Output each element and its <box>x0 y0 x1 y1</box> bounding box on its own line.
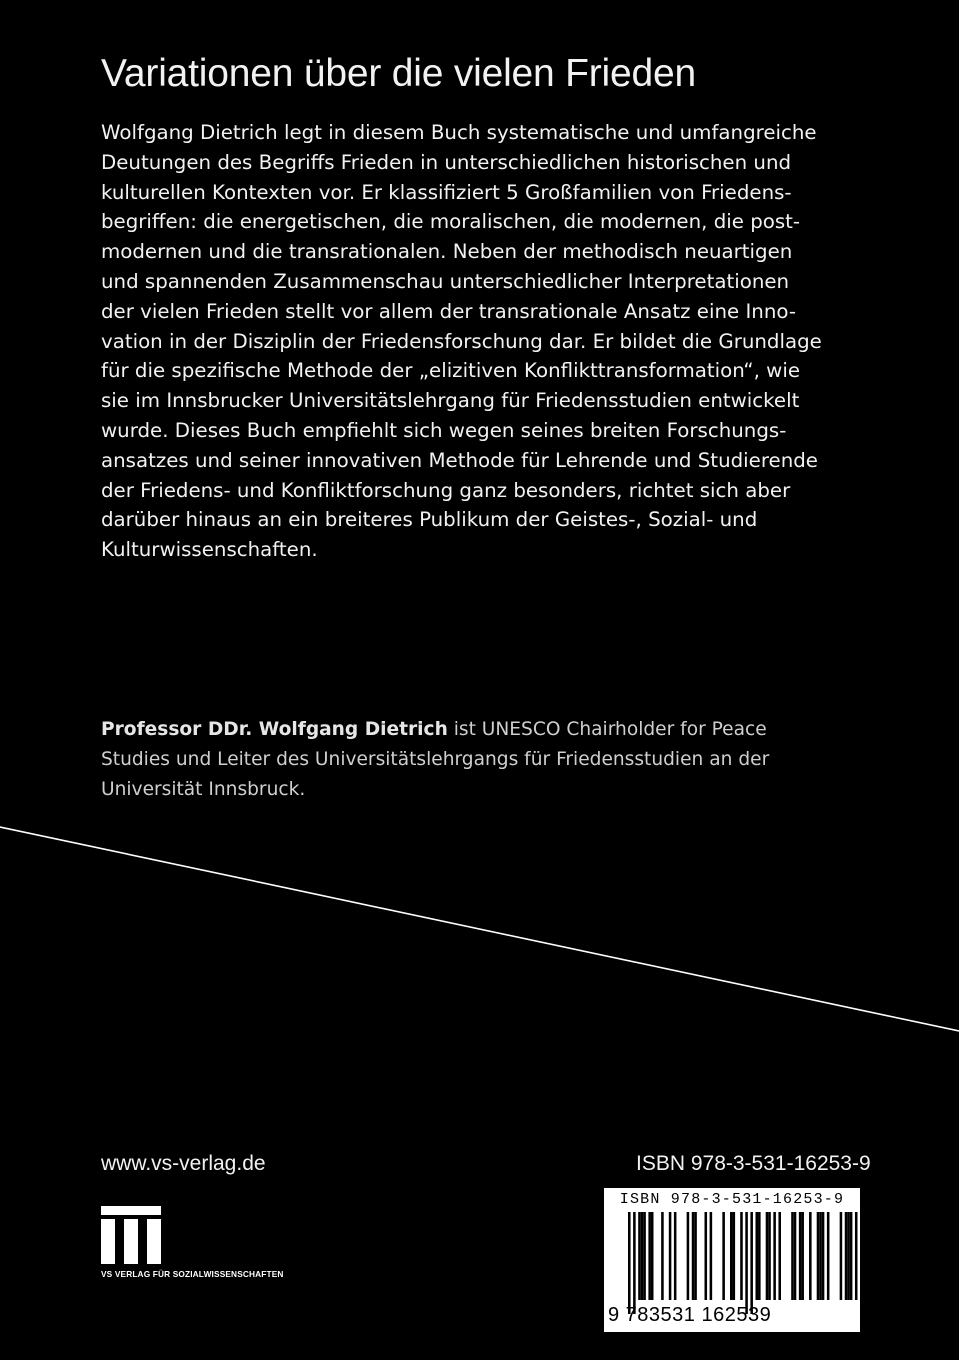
divider-stroke <box>0 827 959 1031</box>
barcode-bar <box>633 1212 636 1314</box>
barcode-bar <box>740 1212 743 1300</box>
barcode-bar <box>730 1212 733 1300</box>
description-line: begriffen: die energetischen, die moralischen, die modernen, die post- <box>101 210 801 234</box>
description-line: Kulturwissenschaften. <box>101 538 318 562</box>
barcode-bar <box>819 1212 822 1300</box>
publisher-name: VS VERLAG FÜR SOZIALWISSENSCHAFTEN <box>101 1269 284 1279</box>
barcode-bar <box>822 1212 825 1300</box>
description-line: für die spezifische Methode der „elizitiven Konflikttransformation“, wie <box>101 359 801 383</box>
publisher-logo-icon <box>101 1206 161 1264</box>
barcode-bar <box>855 1212 858 1300</box>
barcode-bar <box>648 1212 651 1300</box>
author-bio-line: Universität Innsbruck. <box>101 779 306 800</box>
barcode-bar <box>799 1212 802 1300</box>
barcode-bar <box>669 1212 672 1300</box>
author-bio-rest: ist UNESCO Chairholder for Peace <box>447 719 767 740</box>
barcode-bar <box>768 1212 771 1300</box>
barcode-bar <box>694 1212 697 1300</box>
isbn-label: ISBN 978-3-531-16253-9 <box>636 1152 871 1175</box>
barcode-isbn-text: ISBN 978-3-531-16253-9 <box>619 1191 845 1208</box>
barcode-bar <box>733 1212 736 1300</box>
description-line: wurde. Dieses Buch empfiehlt sich wegen seines breiten Forschungs- <box>101 418 787 442</box>
barcode-bar <box>778 1212 781 1300</box>
barcode-bar <box>850 1212 853 1300</box>
description-line: kulturellen Kontexten vor. Er klassifiziert 5 Großfamilien von Friedens- <box>101 180 792 204</box>
barcode-bar <box>661 1212 664 1300</box>
description-line: sie im Innsbrucker Universitätslehrgang für Friedensstudien entwickelt <box>101 389 800 413</box>
barcode-bar <box>827 1212 830 1300</box>
description-line: modernen und die transrationalen. Neben der methodisch neuartigen <box>101 240 793 264</box>
barcode-bar <box>687 1212 690 1300</box>
barcode-bar <box>710 1212 713 1300</box>
description-line: Wolfgang Dietrich legt in diesem Buch systematische und umfangreiche <box>101 121 817 144</box>
barcode-bar <box>758 1212 761 1300</box>
description-line: vation in der Disziplin der Friedensforschung dar. Er bildet die Grundlage <box>101 329 822 353</box>
barcode-bar <box>722 1212 725 1300</box>
barcode-bar <box>817 1212 820 1300</box>
barcode-bar <box>756 1212 759 1300</box>
barcode-bar <box>750 1212 753 1314</box>
barcode-bar <box>705 1212 708 1300</box>
description-line: und spannenden Zusammenschau unterschiedlicher Interpretationen <box>101 269 790 293</box>
barcode-bar <box>845 1212 848 1300</box>
description-line: der Friedens- und Konfliktforschung ganz besonders, richtet sich aber <box>101 478 791 502</box>
description-line: der vielen Frieden stellt vor allem der transrationale Ansatz eine Inno- <box>101 299 796 323</box>
barcode-bar <box>745 1212 748 1314</box>
barcode-bar <box>628 1212 631 1314</box>
barcode-bar <box>773 1212 776 1300</box>
description-line: ansatzes und seiner innovativen Methode für Lehrende und Studierende <box>101 448 818 472</box>
barcode-bar <box>794 1212 797 1300</box>
barcode-bar <box>801 1212 804 1300</box>
barcode-bar <box>766 1212 769 1300</box>
barcode-bar <box>641 1212 644 1300</box>
description-line: Deutungen des Begriffs Frieden in unterschiedlichen historischen und <box>101 150 792 174</box>
barcode-digits: 9 783531 162539 <box>608 1304 772 1326</box>
barcode-bar <box>643 1212 646 1300</box>
publisher-website-link[interactable]: www.vs-verlag.de <box>101 1152 266 1175</box>
barcode-bar <box>638 1212 641 1300</box>
barcode-bar <box>692 1212 695 1300</box>
barcode-bar <box>791 1212 794 1300</box>
author-bio-line: Studies und Leiter des Universitätslehrgangs für Friedensstudien an der <box>101 749 770 770</box>
barcode-bar <box>847 1212 850 1300</box>
barcode-bar <box>809 1212 812 1300</box>
isbn-barcode <box>604 1188 860 1332</box>
barcode-bar <box>840 1212 843 1300</box>
book-title: Variationen über die vielen Frieden <box>101 52 696 95</box>
barcode-bar <box>651 1212 654 1300</box>
barcode-bar <box>674 1212 677 1300</box>
description-line: darüber hinaus an ein breiteres Publikum der Geistes-, Sozial- und <box>101 508 758 532</box>
author-name: Professor DDr. Wolfgang Dietrich <box>101 719 448 740</box>
